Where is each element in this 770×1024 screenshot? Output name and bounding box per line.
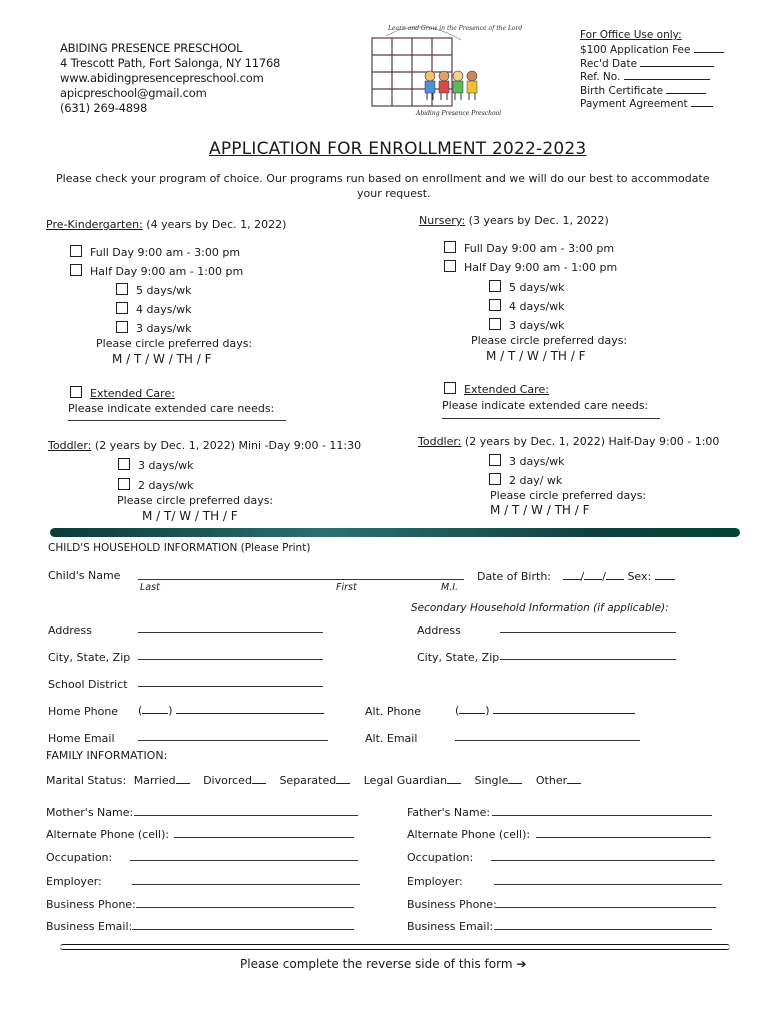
- marital-divorced-field[interactable]: [252, 773, 266, 784]
- child-mi-label: M.I.: [441, 582, 459, 593]
- father-business-phone-field[interactable]: [496, 907, 716, 908]
- secondary-heading: Secondary Household Information (if applicable):: [411, 602, 669, 614]
- prek-full-day-option[interactable]: [70, 245, 240, 259]
- form-title: APPLICATION FOR ENROLLMENT 2022-2023: [209, 139, 587, 159]
- dob-label: Date of Birth:: [477, 570, 552, 583]
- nursery-heading: Nursery:: [419, 214, 466, 227]
- logo-caption: Abiding Presence Preschool: [416, 110, 502, 117]
- toddler-left-3days-checkbox[interactable]: [118, 458, 130, 470]
- mother-business-phone-label: Business Phone:: [46, 898, 136, 911]
- marital-single-field[interactable]: [508, 773, 522, 784]
- prek-3days-label: 3 days/wk: [136, 322, 192, 335]
- family-heading: FAMILY INFORMATION:: [46, 749, 168, 762]
- school-website[interactable]: www.abidingpresencepreschool.com: [60, 71, 264, 85]
- footer-divider: [60, 944, 730, 950]
- marital-status-row: [46, 773, 581, 787]
- mother-name-field[interactable]: [134, 815, 358, 816]
- nursery-4days-label: 4 days/wk: [509, 300, 565, 313]
- office-payment-row: [580, 96, 713, 112]
- child-name-field[interactable]: [138, 579, 464, 580]
- nursery-3days-option[interactable]: [489, 318, 565, 332]
- prek-half-day-option[interactable]: [70, 264, 243, 278]
- nursery-5days-option[interactable]: [489, 280, 565, 294]
- mother-employer-field[interactable]: [132, 884, 360, 885]
- school-address: 4 Trescott Path, Fort Salonga, NY 11768: [60, 56, 281, 70]
- extended-right-note: Please indicate extended care needs:: [442, 399, 649, 412]
- office-fee-label: $100 Application Fee: [580, 44, 691, 56]
- address-field[interactable]: [138, 632, 323, 633]
- extended-left-field[interactable]: [68, 420, 286, 421]
- nursery-4days-checkbox[interactable]: [489, 299, 501, 311]
- prek-half-day-checkbox[interactable]: [70, 264, 82, 276]
- prek-3days-checkbox[interactable]: [116, 321, 128, 333]
- child-last-label: Last: [140, 582, 160, 593]
- father-alt-phone-field[interactable]: [536, 837, 711, 838]
- toddler-right-days[interactable]: M / T / W / TH / F: [490, 503, 590, 517]
- nursery-age: (3 years by Dec. 1, 2022): [468, 214, 609, 227]
- office-recd-field[interactable]: [640, 56, 714, 67]
- home-email-field[interactable]: [138, 740, 328, 741]
- dob-year-field[interactable]: [606, 569, 624, 580]
- school-logo: [366, 18, 523, 122]
- dob-row: Date of Birth: / / Sex:: [477, 569, 675, 583]
- father-employer-field[interactable]: [494, 884, 722, 885]
- toddler-right-3days-option[interactable]: [489, 454, 565, 468]
- father-name-label: Father's Name:: [407, 806, 491, 819]
- nursery-full-day-checkbox[interactable]: [444, 241, 456, 253]
- secondary-city-label: City, State, Zip: [417, 651, 500, 664]
- office-payment-field[interactable]: [691, 96, 713, 107]
- prek-days[interactable]: M / T / W / TH / F: [112, 352, 212, 366]
- extended-left-note: Please indicate extended care needs:: [68, 402, 275, 415]
- school-district-field[interactable]: [138, 686, 323, 687]
- prek-5days-label: 5 days/wk: [136, 284, 192, 297]
- intro-line-1: Please check your program of choice. Our programs run based on enrollment and we will do our best to accommodate: [56, 172, 710, 185]
- city-field[interactable]: [138, 659, 323, 660]
- prek-full-day-checkbox[interactable]: [70, 245, 82, 257]
- father-occupation-label: Occupation:: [407, 851, 474, 864]
- prek-heading: Pre-Kindergarten:: [46, 218, 143, 231]
- alt-phone-label: Alt. Phone: [365, 705, 421, 718]
- home-phone-field[interactable]: ( ): [138, 703, 324, 717]
- prek-age: (4 years by Dec. 1, 2022): [146, 218, 287, 231]
- extended-right-checkbox[interactable]: [444, 382, 456, 394]
- toddler-right-3days-checkbox[interactable]: [489, 454, 501, 466]
- sex-field[interactable]: [655, 569, 675, 580]
- nursery-circle-note: Please circle preferred days:: [471, 334, 628, 347]
- toddler-right-circle-note: Please circle preferred days:: [490, 489, 647, 502]
- secondary-address-field[interactable]: [500, 632, 676, 633]
- household-heading: CHILD'S HOUSEHOLD INFORMATION (Please Print): [48, 542, 311, 554]
- prek-4days-option[interactable]: [116, 302, 192, 316]
- extended-left-checkbox[interactable]: [70, 386, 82, 398]
- toddler-right-2days-checkbox[interactable]: [489, 473, 501, 485]
- father-business-email-label: Business Email:: [407, 920, 494, 933]
- nursery-5days-checkbox[interactable]: [489, 280, 501, 292]
- extended-left-label: Extended Care:: [90, 387, 175, 400]
- home-phone-label: Home Phone: [48, 705, 119, 718]
- father-business-phone-label: Business Phone:: [407, 898, 497, 911]
- prek-full-day-label: Full Day 9:00 am - 3:00 pm: [90, 246, 241, 259]
- toddler-right-heading: Toddler:: [418, 435, 462, 448]
- secondary-address-label: Address: [417, 624, 461, 637]
- toddler-right-3days-label: 3 days/wk: [509, 455, 565, 468]
- logo-arc-text: Learn and Grow in the Presence of the Lord: [388, 25, 523, 32]
- dob-month-field[interactable]: [563, 569, 581, 580]
- nursery-half-day-checkbox[interactable]: [444, 260, 456, 272]
- extended-right-label: Extended Care:: [464, 383, 549, 396]
- alt-email-field[interactable]: [455, 740, 640, 741]
- toddler-left-heading-row: [48, 439, 361, 452]
- nursery-full-day-option[interactable]: [444, 241, 614, 255]
- marital-separated-field[interactable]: [336, 773, 350, 784]
- address-label: Address: [48, 624, 92, 637]
- toddler-left-2days-option[interactable]: [118, 478, 194, 492]
- marital-other: Other: [535, 774, 568, 787]
- school-email[interactable]: apicpreschool@gmail.com: [60, 86, 207, 100]
- prek-half-day-label: Half Day 9:00 am - 1:00 pm: [90, 265, 244, 278]
- office-ref-label: Ref. No.: [580, 71, 621, 83]
- home-email-label: Home Email: [48, 732, 115, 745]
- office-payment-label: Payment Agreement: [580, 98, 688, 110]
- marital-divorced: Divorced: [203, 774, 252, 787]
- father-name-field[interactable]: [492, 815, 712, 816]
- prek-4days-checkbox[interactable]: [116, 302, 128, 314]
- nursery-full-day-label: Full Day 9:00 am - 3:00 pm: [464, 242, 615, 255]
- extended-right-field[interactable]: [442, 418, 660, 419]
- mother-occupation-field[interactable]: [130, 860, 358, 861]
- marital-separated: Separated: [279, 774, 337, 787]
- sex-label: Sex:: [627, 570, 652, 583]
- mother-occupation-label: Occupation:: [46, 851, 113, 864]
- prek-5days-checkbox[interactable]: [116, 283, 128, 295]
- marital-married: Married: [133, 774, 176, 787]
- mother-name-label: Mother's Name:: [46, 806, 134, 819]
- nursery-3days-label: 3 days/wk: [509, 319, 565, 332]
- toddler-right-2days-label: 2 day/ wk: [509, 474, 563, 487]
- intro-line-2: your request.: [357, 187, 431, 200]
- marital-label: Marital Status:: [46, 774, 127, 787]
- nursery-half-day-option[interactable]: [444, 260, 617, 274]
- office-birth-label: Birth Certificate: [580, 85, 664, 97]
- toddler-left-heading: Toddler:: [48, 439, 92, 452]
- mother-business-email-label: Business Email:: [46, 920, 133, 933]
- prek-5days-option[interactable]: [116, 283, 192, 297]
- office-fee-field[interactable]: [694, 42, 724, 53]
- extended-left-option[interactable]: [70, 386, 175, 400]
- toddler-left-circle-note: Please circle preferred days:: [117, 494, 274, 507]
- father-alt-phone-label: Alternate Phone (cell):: [407, 828, 531, 841]
- marital-single: Single: [474, 774, 509, 787]
- toddler-right-desc: (2 years by Dec. 1, 2022) Half-Day 9:00 - 1:00: [464, 435, 720, 448]
- nursery-half-day-label: Half Day 9:00 am - 1:00 pm: [464, 261, 618, 274]
- marital-other-field[interactable]: [567, 773, 581, 784]
- toddler-left-3days-option[interactable]: [118, 458, 194, 472]
- toddler-right-heading-row: [418, 435, 719, 448]
- prek-3days-option[interactable]: [116, 321, 192, 335]
- prek-heading-row: [46, 218, 286, 231]
- footer-note: Please complete the reverse side of this form ➔: [240, 957, 527, 971]
- nursery-heading-row: [419, 214, 609, 227]
- toddler-left-3days-label: 3 days/wk: [138, 459, 194, 472]
- city-label: City, State, Zip: [48, 651, 131, 664]
- child-first-label: First: [336, 582, 357, 593]
- father-employer-label: Employer:: [407, 875, 463, 888]
- alt-email-label: Alt. Email: [365, 732, 418, 745]
- mother-alt-phone-field[interactable]: [174, 837, 354, 838]
- nursery-4days-option[interactable]: [489, 299, 565, 313]
- mother-alt-phone-label: Alternate Phone (cell):: [46, 828, 170, 841]
- father-business-email-field[interactable]: [494, 929, 712, 930]
- mother-business-email-field[interactable]: [132, 929, 354, 930]
- dob-day-field[interactable]: [584, 569, 602, 580]
- school-phone: (631) 269-4898: [60, 101, 148, 115]
- child-name-label: Child's Name: [48, 569, 121, 582]
- office-title: For Office Use only:: [580, 29, 682, 41]
- alt-phone-field[interactable]: ( ): [455, 703, 635, 717]
- office-recd-label: Rec'd Date: [580, 58, 638, 70]
- prek-circle-note: Please circle preferred days:: [96, 337, 253, 350]
- school-name: ABIDING PRESENCE PRESCHOOL: [60, 41, 243, 55]
- toddler-left-2days-checkbox[interactable]: [118, 478, 130, 490]
- prek-4days-label: 4 days/wk: [136, 303, 192, 316]
- marital-married-field[interactable]: [176, 773, 190, 784]
- toddler-left-days[interactable]: M / T/ W / TH / F: [142, 509, 238, 523]
- office-birth-field[interactable]: [666, 83, 706, 94]
- nursery-days[interactable]: M / T / W / TH / F: [486, 349, 586, 363]
- nursery-3days-checkbox[interactable]: [489, 318, 501, 330]
- school-district-label: School District: [48, 678, 128, 691]
- marital-legal-field[interactable]: [447, 773, 461, 784]
- mother-employer-label: Employer:: [46, 875, 102, 888]
- section-divider: [50, 528, 740, 537]
- mother-business-phone-field[interactable]: [136, 907, 354, 908]
- marital-legal-guardian: Legal Guardian: [363, 774, 448, 787]
- toddler-left-2days-label: 2 days/wk: [138, 479, 194, 492]
- office-ref-field[interactable]: [624, 69, 710, 80]
- extended-right-option[interactable]: [444, 382, 549, 396]
- toddler-right-2days-option[interactable]: [489, 473, 562, 487]
- nursery-5days-label: 5 days/wk: [509, 281, 565, 294]
- toddler-left-desc: (2 years by Dec. 1, 2022) Mini -Day 9:00 - 11:30: [94, 439, 362, 452]
- secondary-city-field[interactable]: [500, 659, 676, 660]
- father-occupation-field[interactable]: [491, 860, 715, 861]
